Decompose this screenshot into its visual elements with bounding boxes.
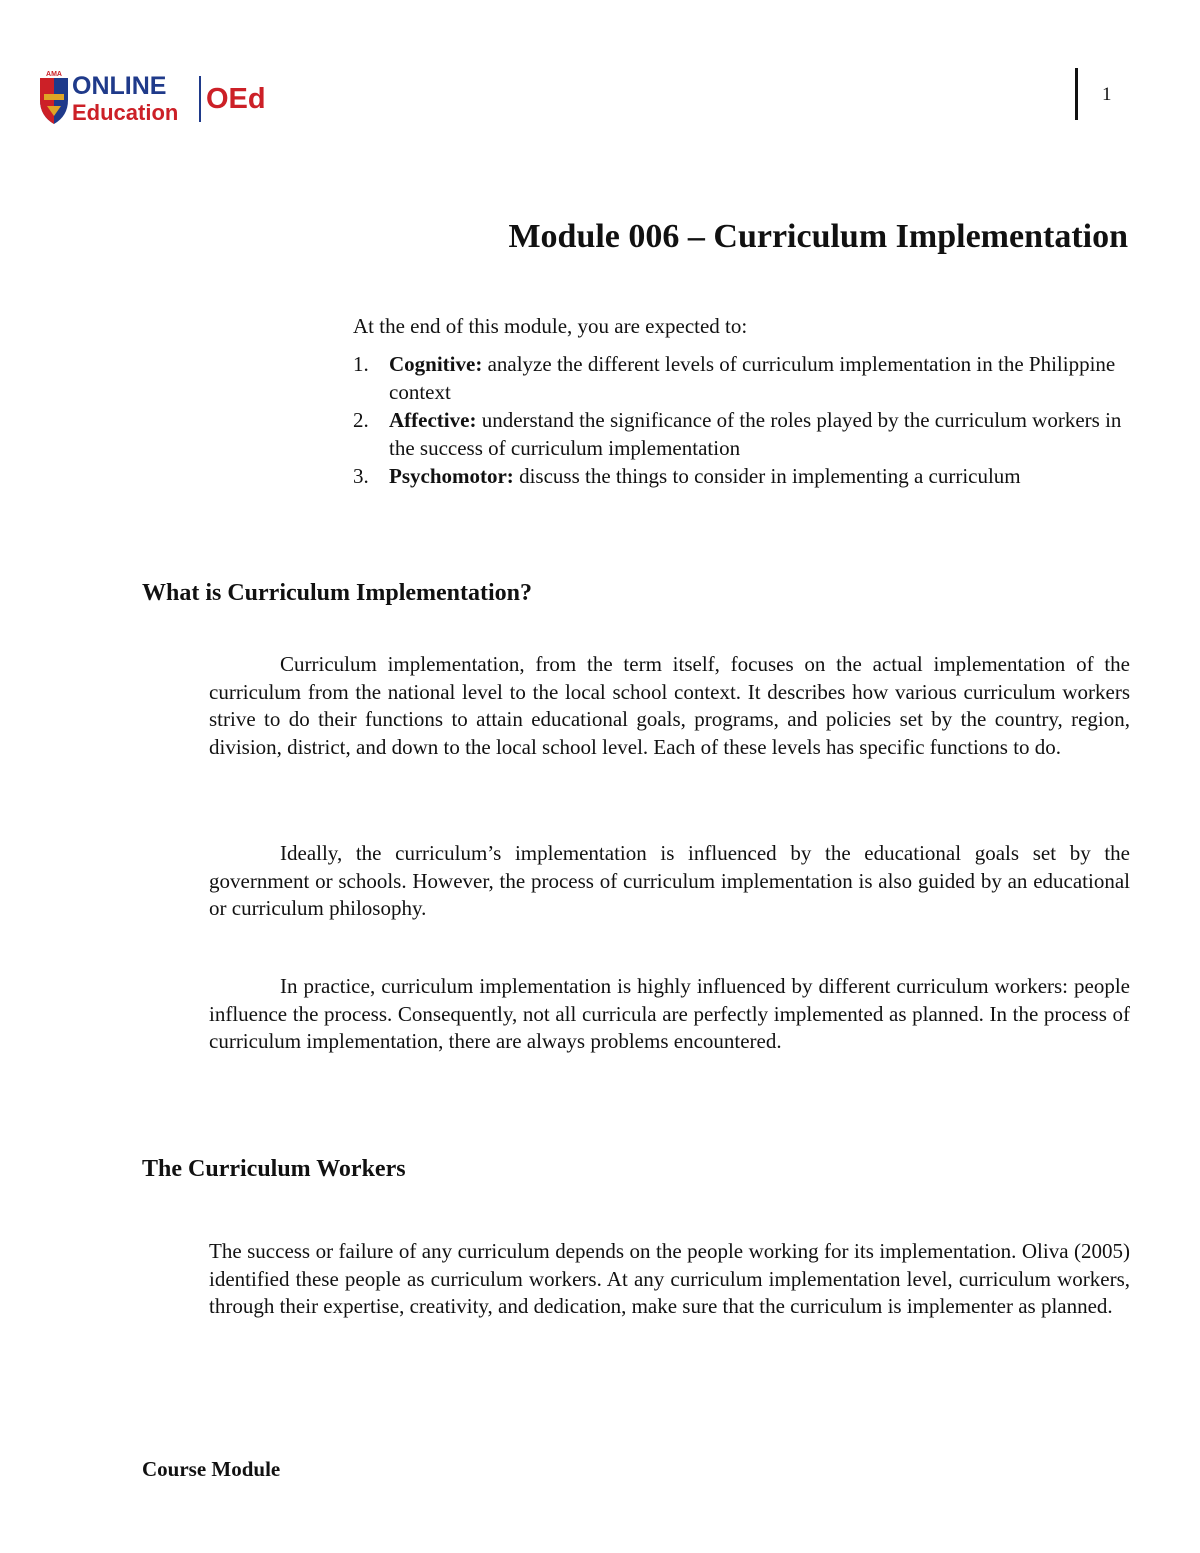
section-heading: What is Curriculum Implementation? (142, 580, 532, 606)
header-rule (1075, 68, 1078, 120)
objective-term: Affective: (389, 408, 477, 432)
objectives-list (353, 350, 1133, 490)
objective-number: 3. (353, 464, 369, 488)
logo-line2: Education (72, 100, 179, 125)
page-number: 1 (1102, 84, 1112, 105)
footer-label: Course Module (142, 1457, 281, 1481)
objective-number: 1. (353, 352, 369, 376)
objective-number: 2. (353, 408, 369, 432)
crest-icon (40, 71, 68, 124)
objective-item (353, 350, 1133, 406)
learning-objectives (353, 312, 1133, 490)
objective-item (353, 406, 1133, 462)
objective-term: Cognitive: (389, 352, 483, 376)
objective-text: understand the significance of the roles played by the curriculum workers in the success of curriculum implementation (389, 408, 1122, 460)
objective-item (353, 462, 1133, 490)
module-title: Module 006 – Curriculum Implementation (508, 218, 1128, 255)
body-paragraph: Curriculum implementation, from the term itself, focuses on the actual implementation of the curriculum from the national level to the local school context. It describes how various curriculum workers strive to do their functions to attain educational goals, programs, and policies set by the country, region, division, district, and down to the local school level. Each of these levels has specific functions to do. (209, 652, 1130, 759)
body-paragraph: In practice, curriculum implementation is highly influenced by different curriculum workers: people influence the process. Consequently, not all curricula are perfectly implemented as planned. In the process of curriculum implementation, there are always problems encountered. (209, 974, 1130, 1053)
body-paragraph: The success or failure of any curriculum depends on the people working for its implementation. Oliva (2005) identified these people as curriculum workers. At any curriculum implementation level, curriculum workers, through their expertise, creativity, and dedication, make sure that the curriculum is implementer as planned. (209, 1239, 1130, 1318)
objectives-intro: At the end of this module, you are expected to: (353, 314, 748, 338)
svg-text:AMA: AMA (46, 71, 62, 78)
online-education-logo (38, 70, 278, 126)
section-heading: The Curriculum Workers (142, 1156, 406, 1182)
logo-mark: OEd (206, 83, 266, 115)
objective-text: discuss the things to consider in implementing a curriculum (513, 464, 1021, 488)
logo-line1: ONLINE (72, 72, 167, 100)
objective-text: analyze the different levels of curriculum implementation in the Philippine context (389, 352, 1116, 404)
objective-term: Psychomotor: (389, 464, 514, 488)
body-paragraph: Ideally, the curriculum’s implementation is influenced by the educational goals set by the government or schools. However, the process of curriculum implementation is also guided by an educational or curriculum philosophy. (209, 841, 1130, 920)
